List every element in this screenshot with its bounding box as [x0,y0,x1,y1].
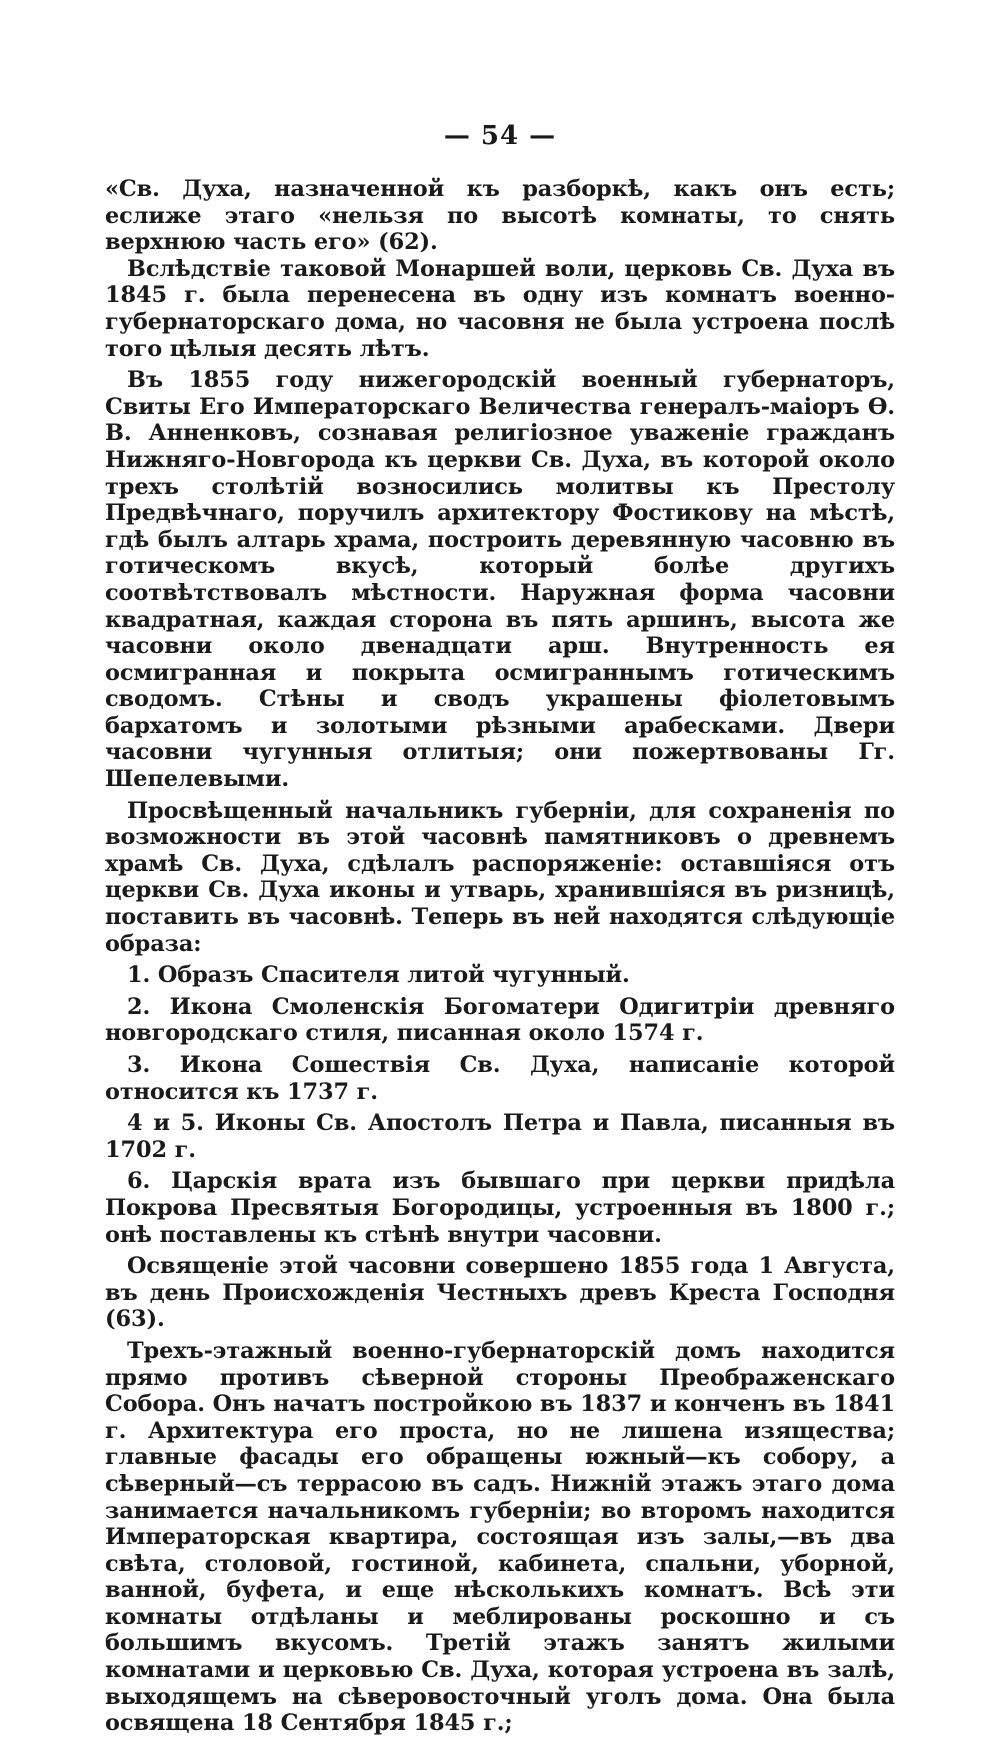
book-page [105,120,895,1737]
list-item-icon-3: 3. Икона Сошествія Св. Духа, написаніе которой относится къ 1737 г. [105,1052,895,1105]
paragraph-governor-house: Трехъ-этажный военно-губернаторскій домъ находится прямо противъ сѣверной стороны Преображенскаго Собора. Онъ начатъ постройкою въ 1837 и конченъ въ 1841 г. Архитектура его проста, но не лишена изящества; главные фасады его обращены южный—къ собору, а сѣверный—съ террасою въ садъ. Нижній этажъ этаго дома занимается начальникомъ губерніи; во второмъ находится Императорская квартира, состоящая изъ залы,—въ два свѣта, столовой, гостиной, кабинета, спальни, уборной, ванной, буфета, и еще нѣсколькихъ комнатъ. Всѣ эти комнаты отдѣланы и меблированы роскошно и съ большимъ вкусомъ. Третій этажъ занятъ жилыми комнатами и церковью Св. Духа, которая устроена въ залѣ, выходящемъ на сѣверовосточный уголъ дома. Она была освящена 18 Сентября 1845 г.; [105,1337,895,1737]
paragraph-governor-order: Просвѣщенный начальникъ губерніи, для сохраненія по возможности въ этой часовнѣ памятниковъ о древнемъ храмѣ Св. Духа, сдѣлалъ распоряженіе: оставшіяся отъ церкви Св. Духа иконы и утварь, хранившіяся въ ризницѣ, поставить въ часовнѣ. Теперь въ ней находятся слѣдующіе образа: [105,797,895,957]
list-item-icon-6: 6. Царскія врата изъ бывшаго при церкви придѣла Покрова Пресвятыя Богородицы, устроенныя въ 1800 г.; онѣ поставлены къ стѣнѣ внутри часовни. [105,1168,895,1248]
list-item-icon-1: 1. Образъ Спасителя литой чугунный. [127,962,630,989]
list-item-icon-2: 2. Икона Смоленскія Богоматери Одигитріи древняго новгородскаго стиля, писанная около 1574 г. [105,993,895,1047]
paragraph-consecration: Освященіе этой часовни совершено 1855 года 1 Августа, въ день Происхожденія Честныхъ древъ Креста Господня (63). [105,1253,895,1333]
paragraph-chapel-construction: Въ 1855 году нижегородскій военный губернаторъ, Свиты Его Императорскаго Величества генералъ-маіоръ Ѳ. В. Анненковъ, сознавая религіозное уваженіе гражданъ Нижняго-Новгорода къ церкви Св. Духа, въ которой около трехъ столѣтій возносились молитвы къ Престолу Предвѣчнаго, поручилъ архитектору Фостикову на мѣстѣ, гдѣ былъ алтарь храма, построить деревянную часовню въ готическомъ вкусѣ, который болѣе другихъ соотвѣтствовалъ мѣстности. Наружная форма часовни квадратная, каждая сторона въ пять аршинъ, высота же часовни около двенадцати арш. Внутренность ея осмигранная и покрыта осмиграннымъ готическимъ сводомъ. Стѣны и сводъ украшены фіолетовымъ бархатомъ и золотыми рѣзными арабесками. Двери часовни чугунныя отлитыя; они пожертвованы Гг. Шепелевыми. [105,367,895,793]
list-item-icon-4-5: 4 и 5. Иконы Св. Апостолъ Петра и Павла, писанныя въ 1702 г. [105,1110,895,1163]
paragraph-church-moved: Вслѣдствіе таковой Монаршей воли, церковь Св. Духа въ 1845 г. была перенесена въ одну изъ комнатъ военно-губернаторскаго дома, но часовня не была устроена послѣ того цѣлыя десять лѣтъ. [105,255,895,362]
paragraph-quote-end: «Св. Духа, назначенной къ разборкѣ, какъ онъ есть; еслиже этаго «нельзя по высотѣ комнаты, то снять верхнюю часть его» (62). [105,176,895,256]
page-number: — 54 — [443,121,557,151]
